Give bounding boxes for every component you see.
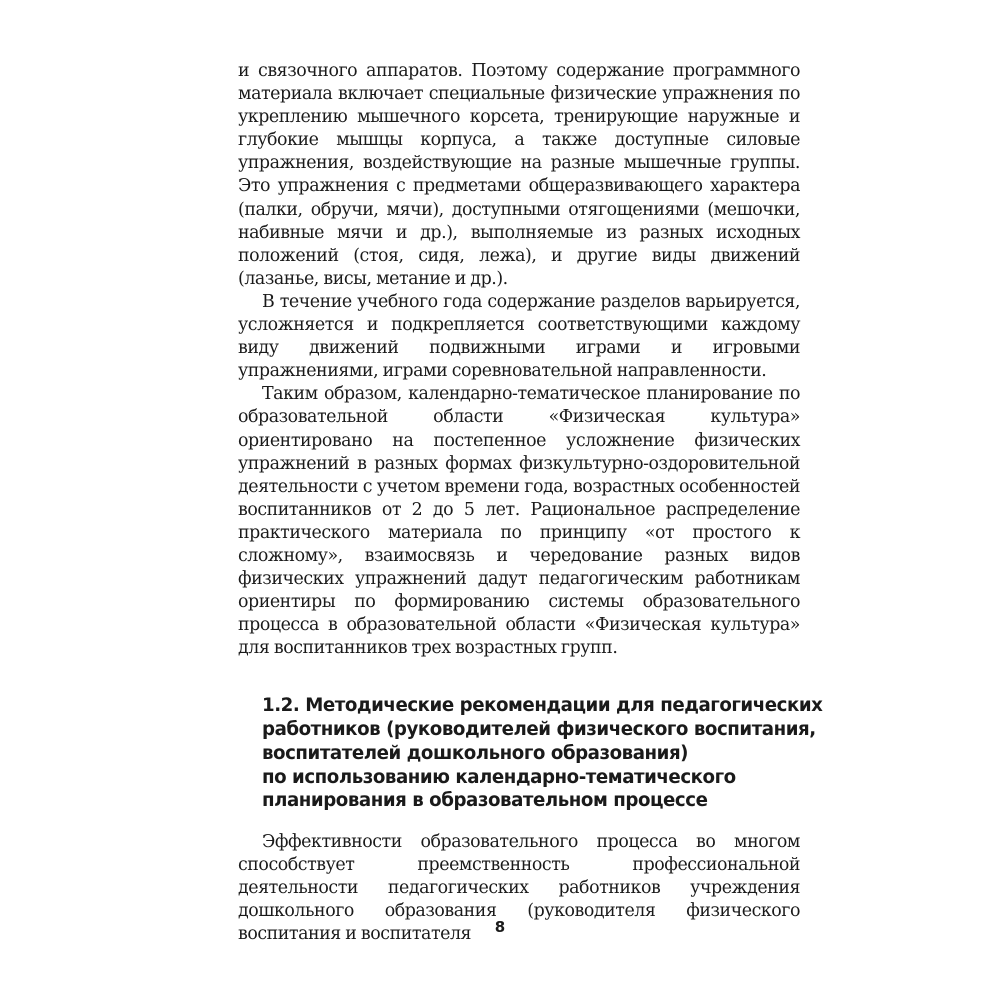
heading-line-2: работников (руководителей физического воспитания, xyxy=(262,719,816,741)
heading-line-1: 1.2. Методические рекомендации для педагогических xyxy=(262,695,823,717)
paragraph-1: и связочного аппаратов. Поэтому содержание программного материала включает специальные физические упражнения по укреплению мышечного корсета, тренирующие наружные и глубокие мышцы корпуса, а также доступные силовые упражнения, воздействующие на разные мышечные группы. Это упражнения с предметами общеразвивающего характера (палки, обручи, мячи), доступными отягощениями (мешочки, набивные мячи и др.), выполняемые из разных исходных положений (стоя, сидя, лежа), и другие виды движений (лазанье, висы, метание и др.). xyxy=(238,61,800,289)
heading-line-4: по использованию календарно-тематического xyxy=(262,766,736,788)
body-text xyxy=(238,60,800,660)
page-content xyxy=(238,60,823,946)
section-heading xyxy=(262,694,823,813)
heading-line-3: воспитателей дошкольного образования) xyxy=(262,742,689,764)
paragraph-3: Таким образом, календарно-тематическое планирование по образовательной области «Физическая культура» ориентировано на постепенное усложнение физических упражнений в разных формах физкультурно-оздоровительной деятельности с учетом времени года, возрастных особенностей воспитанников от 2 до 5 лет. Рациональное распределение практического материала по принципу «от простого к сложному», взаимосвязь и чередование разных видов физических упражнений дадут педагогическим работникам ориентиры по формированию системы образовательного процесса в образовательной области «Физическая культура» для воспитанников трех возрастных групп. xyxy=(238,384,800,659)
page-number: 8 xyxy=(494,918,506,936)
heading-line-5: планирования в образовательном процессе xyxy=(262,790,708,812)
section-paragraph: Эффективности образовательного процесса во многом способствует преемственность профессиональной деятельности педагогических работников учреждения дошкольного образования (руководителя физического воспитания и воспитателя xyxy=(238,831,800,945)
paragraph-2: В течение учебного года содержание разделов варьируется, усложняется и подкрепляется соответствующими каждому виду движений подвижными играми и игровыми упражнениями, играми соревновательной направленности. xyxy=(238,291,800,382)
